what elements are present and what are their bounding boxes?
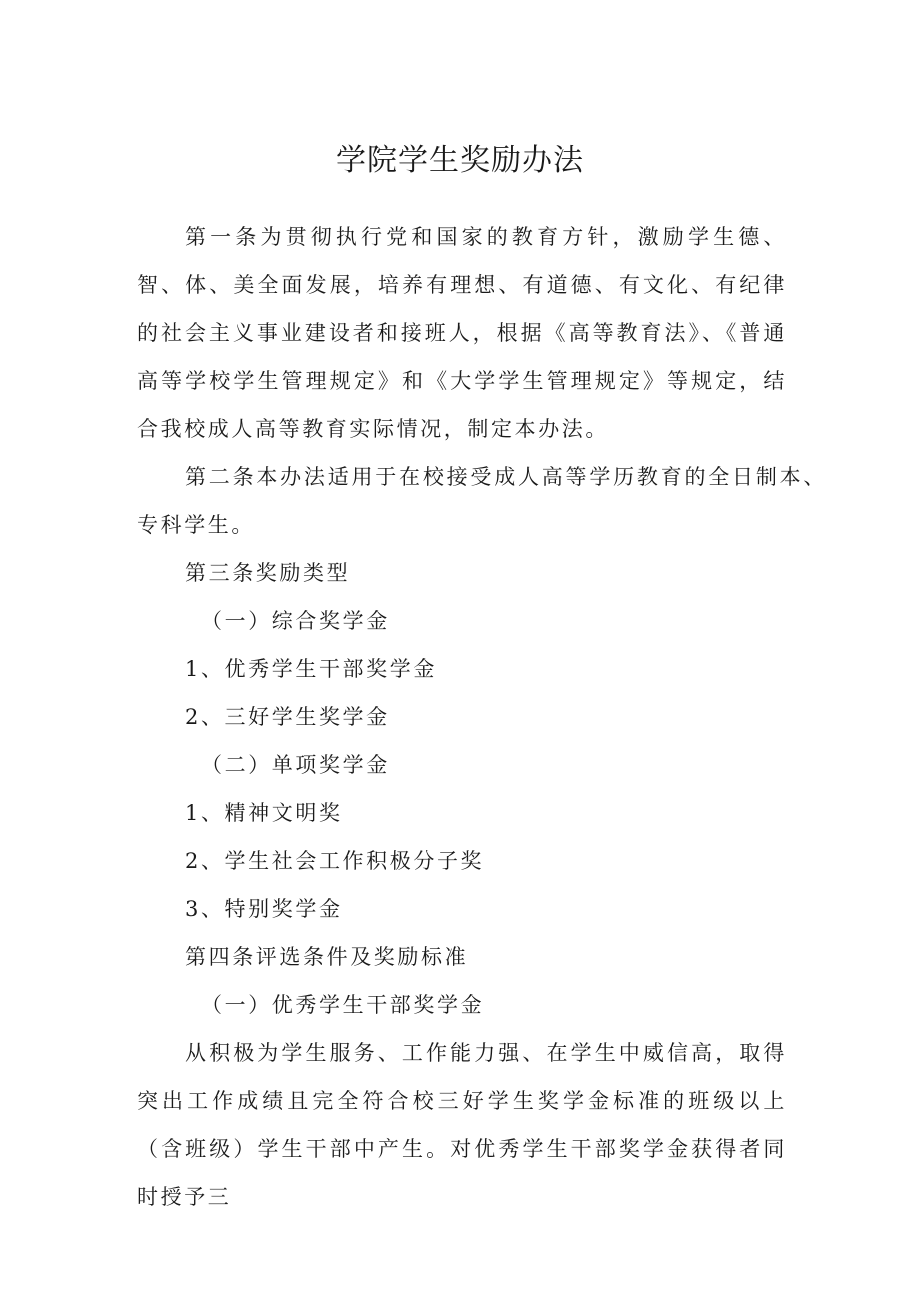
article-4-section-1-paragraph: 从积极为学生服务、工作能力强、在学生中威信高，取得突出工作成绩且完全符合校三好学生奖学金标准的班级以上（含班级）学生干部中产生。对优秀学生干部奖学金获得者同时授予三 xyxy=(137,1041,787,1209)
section-1-heading: （一）综合奖学金 xyxy=(201,609,390,633)
document-body xyxy=(137,213,827,1221)
list-item: 2、三好学生奖学金 xyxy=(185,705,390,729)
article-1-paragraph: 第一条为贯彻执行党和国家的教育方针，激励学生德、智、体、美全面发展，培养有理想、有道德、有文化、有纪律的社会主义事业建设者和接班人，根据《高等教育法》、《普通高等学校学生管理规定》和《大学学生管理规定》等规定，结合我校成人高等教育实际情况，制定本办法。 xyxy=(137,225,787,441)
document-title: 学院学生奖励办法 xyxy=(336,143,584,178)
list-item: 3、特别奖学金 xyxy=(185,897,343,921)
list-item: 1、优秀学生干部奖学金 xyxy=(185,657,437,681)
section-2-heading: （二）单项奖学金 xyxy=(201,753,390,777)
article-2-paragraph: 第二条本办法适用于在校接受成人高等学历教育的全日制本、专科学生。 xyxy=(137,465,827,537)
list-item: 2、学生社会工作积极分子奖 xyxy=(185,849,485,873)
article-3-heading: 第三条奖励类型 xyxy=(185,561,351,585)
article-4-section-1-heading: （一）优秀学生干部奖学金 xyxy=(201,993,485,1017)
article-4-heading: 第四条评选条件及奖励标准 xyxy=(185,945,469,969)
list-item: 1、精神文明奖 xyxy=(185,801,343,825)
